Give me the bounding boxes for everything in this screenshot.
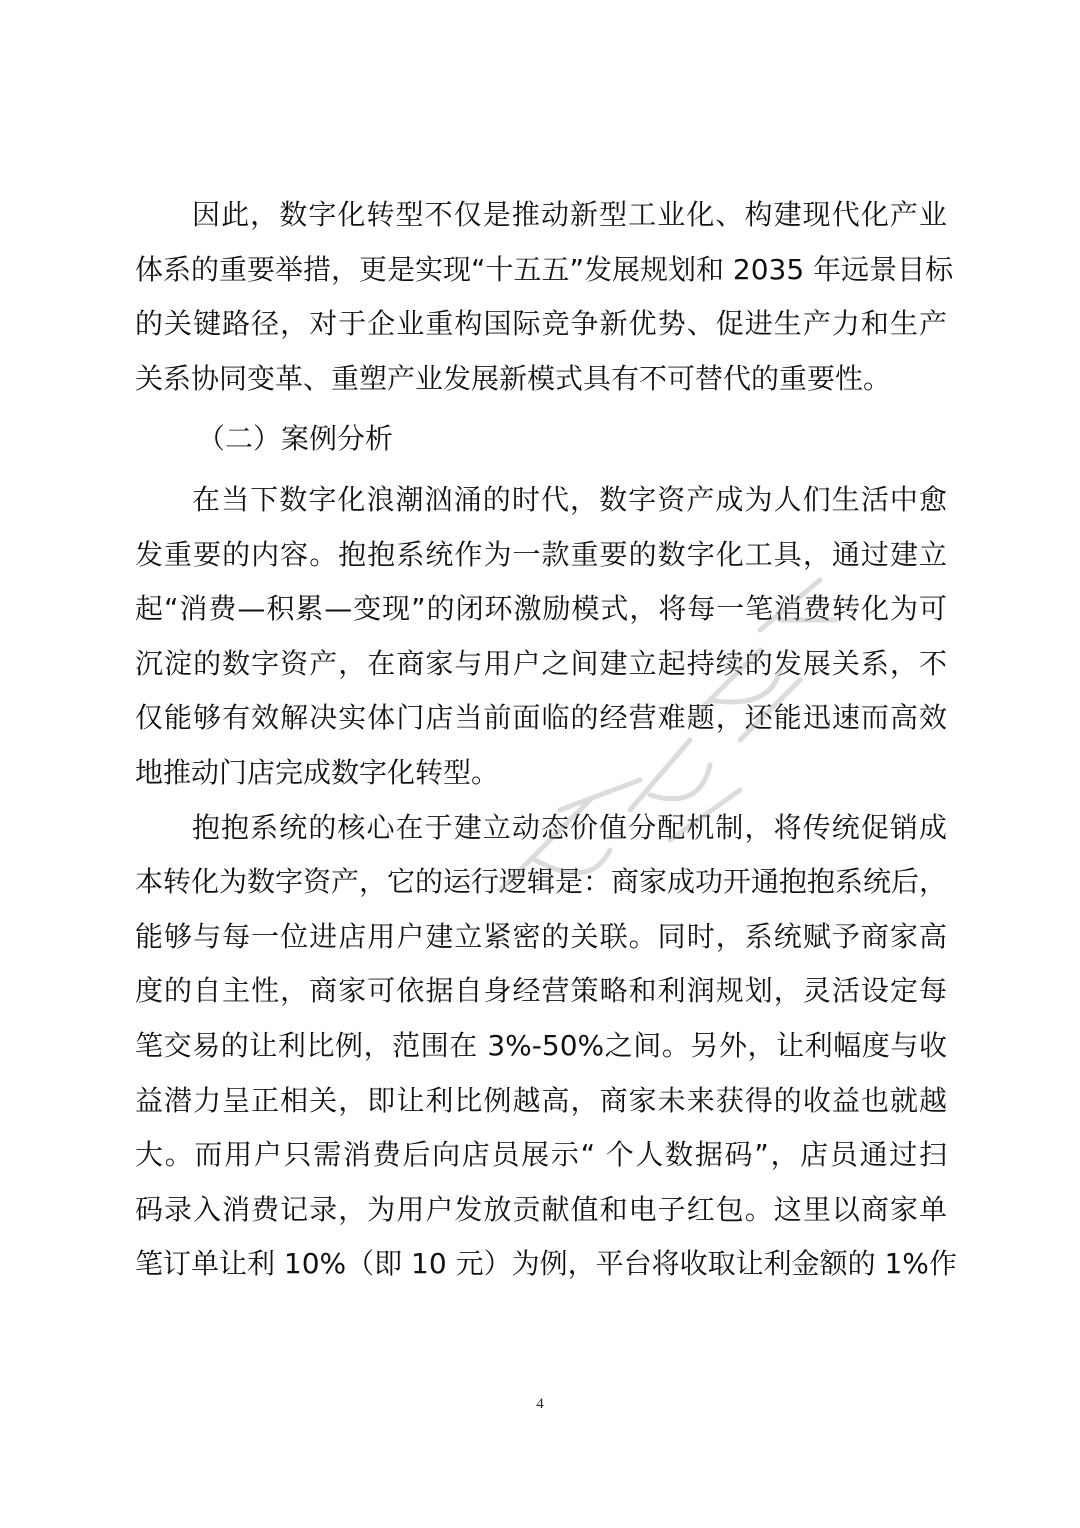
text-line: 发重要的内容。抱抱系统作为一款重要的数字化工具，通过建立 xyxy=(135,537,947,571)
section-heading: （二）案例分析 xyxy=(197,422,394,456)
paragraph-case-intro xyxy=(135,473,947,801)
text-line: 关系协同变革、重塑产业发展新模式具有不可替代的重要性。 xyxy=(135,361,892,395)
paragraph-digital-transformation xyxy=(135,188,954,406)
text-line: 笔交易的让利比例，范围在 3%-50%之间。另外，让利幅度与收 xyxy=(135,1028,947,1062)
text-line: 在当下数字化浪潮汹涌的时代，数字资产成为人们生活中愈 xyxy=(192,482,947,516)
text-line: 大。而用户只需消费后向店员展示“ 个人数据码”，店员通过扫 xyxy=(135,1138,947,1172)
text-line: 抱抱系统的核心在于建立动态价值分配机制，将传统促销成 xyxy=(192,810,947,844)
text-line: 本转化为数字资产，它的运行逻辑是：商家成功开通抱抱系统后， xyxy=(135,865,948,899)
text-line: 起“消费—积累—变现”的闭环激励模式，将每一笔消费转化为可 xyxy=(135,592,947,626)
text-line: 码录入消费记录，为用户发放贡献值和电子红包。这里以商家单 xyxy=(135,1192,947,1226)
text-line: 能够与每一位进店用户建立紧密的关联。同时，系统赋予商家高 xyxy=(135,919,947,953)
text-line: 度的自主性，商家可依据自身经营策略和利润规划，灵活设定每 xyxy=(135,974,947,1008)
text-line: 笔订单让利 10%（即 10 元）为例，平台将收取让利金额的 1%作 xyxy=(135,1247,957,1281)
text-line: 沉淀的数字资产，在商家与用户之间建立起持续的发展关系，不 xyxy=(135,646,947,680)
text-line: 因此，数字化转型不仅是推动新型工业化、构建现代化产业 xyxy=(192,198,947,231)
text-line: 的关键路径，对于企业重构国际竞争新优势、促进生产力和生产 xyxy=(135,307,947,341)
text-line: 益潜力呈正相关，即让利比例越高，商家未来获得的收益也就越 xyxy=(135,1083,947,1117)
text-line: 体系的重要举措，更是实现“十五五”发展规划和 2035 年远景目标 xyxy=(135,252,954,286)
paragraph-system-core xyxy=(135,801,957,1292)
text-line: 仅能够有效解决实体门店当前面临的经营难题，还能迅速而高效 xyxy=(135,701,947,735)
page-number: 4 xyxy=(536,1396,544,1412)
text-line: 地推动门店完成数字化转型。 xyxy=(135,755,500,789)
document-body xyxy=(135,188,957,1292)
